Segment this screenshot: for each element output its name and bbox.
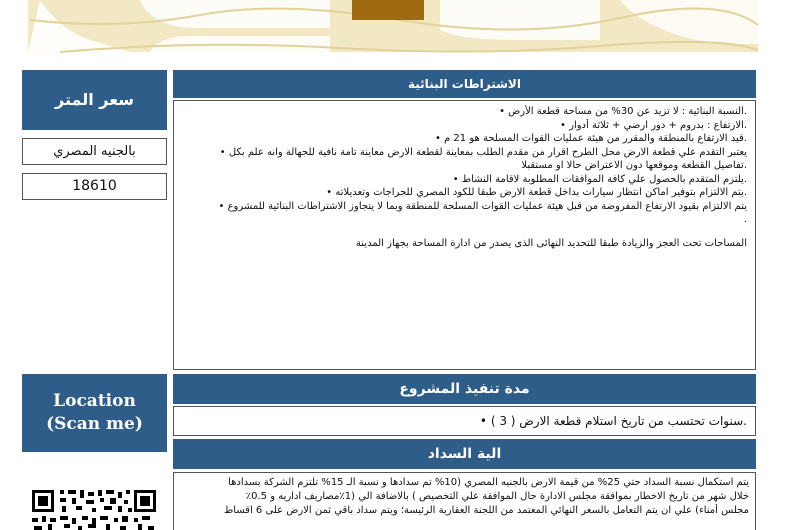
location-title <box>22 374 167 452</box>
conditions-list <box>180 105 747 250</box>
condition-item: يعتبر التقدم علي قطعة الارض محل الطرح اقرار من مقدم الطلب بمعاينة لقطعة الارض معاينة تامة نافية للجهالة وانه علم بكل • <box>219 146 747 158</box>
condition-item: .الارتفاع : بدروم + دور ارضي + ثلاثة أدوار • <box>560 119 747 131</box>
payment-box <box>173 472 756 530</box>
execution-period-text: .سنوات تحتسب من تاريخ استلام قطعة الارض ( 3 ) • <box>173 406 756 436</box>
condition-item: . <box>743 214 747 225</box>
execution-period-title: مدة تنفيذ المشروع <box>173 374 756 404</box>
condition-item: يتم الالتزام بقيود الارتفاع المفروضة من قبل هيئة عمليات القوات المسلحة للمنطقة وبما لا يتجاوز الاشتراطات البنائية للمشروع • <box>218 200 747 212</box>
payment-line: خلال شهر من تاريخ الاخطار بموافقة مجلس الادارة حال الموافقة علي التخصيص ) بالاضافة الي (1٪مصاريف اداريه و 0.5٪ <box>245 491 749 502</box>
price-value: 18610 <box>22 173 167 200</box>
qr-code-icon[interactable] <box>30 488 158 530</box>
location-title-line2: (Scan me) <box>46 414 143 434</box>
qr-code-graphic <box>30 488 158 530</box>
condition-item: .تفاصيل القطعة وموقعها دون الاعتراض حالا او مستقبلا <box>521 160 747 171</box>
condition-item: .النسبة البنائية : لا تزيد عن 30% من مساحة قطعة الأرض • <box>499 106 747 117</box>
currency-label: بالجنيه المصري <box>22 138 167 165</box>
condition-item: .يلتزم المتقدم بالحصول علي كافة الموافقات المطلوبة لاقامة النشاط • <box>452 173 747 185</box>
price-per-meter-title: سعر المتر <box>22 70 167 130</box>
payment-line: مجلس أمناء) علي ان يتم التعامل بالسعر النهائي المعتمد من اللجنة العقارية الرئيسة؛ ويتم سداد باقي ثمن الارض على 6 اقساط <box>223 505 749 516</box>
plot-marker <box>352 0 424 20</box>
spacer <box>180 227 747 237</box>
payment-line: يتم استكمال نسبة السداد حتي 25% من قيمة الارض بالجنيه المصري (10% تم سدادها و نسبة الـ 15% تلتزم الشركة بسدادها <box>228 477 749 488</box>
condition-item: .قيد الارتفاع بالمنطقة والمقرر من هيئة عمليات القوات المسلحة هو 21 م • <box>434 133 747 144</box>
building-conditions-box <box>173 100 756 370</box>
condition-item: .يتم الالتزام بتوفير اماكن انتظار سيارات بداخل قطعة الارض طبقا للكود المصري للجراجات وتعديلاته • <box>326 187 747 198</box>
building-conditions-title: الاشتراطات البنائية <box>173 70 756 98</box>
location-title-line1: Location <box>53 391 136 411</box>
payment-title: الية السداد <box>173 439 756 469</box>
condition-item: المساحات تحت العجز والزيادة طبقا للتحديد النهائى الذى يصدر من ادارة المساحة بجهاز المدينة <box>355 237 747 249</box>
